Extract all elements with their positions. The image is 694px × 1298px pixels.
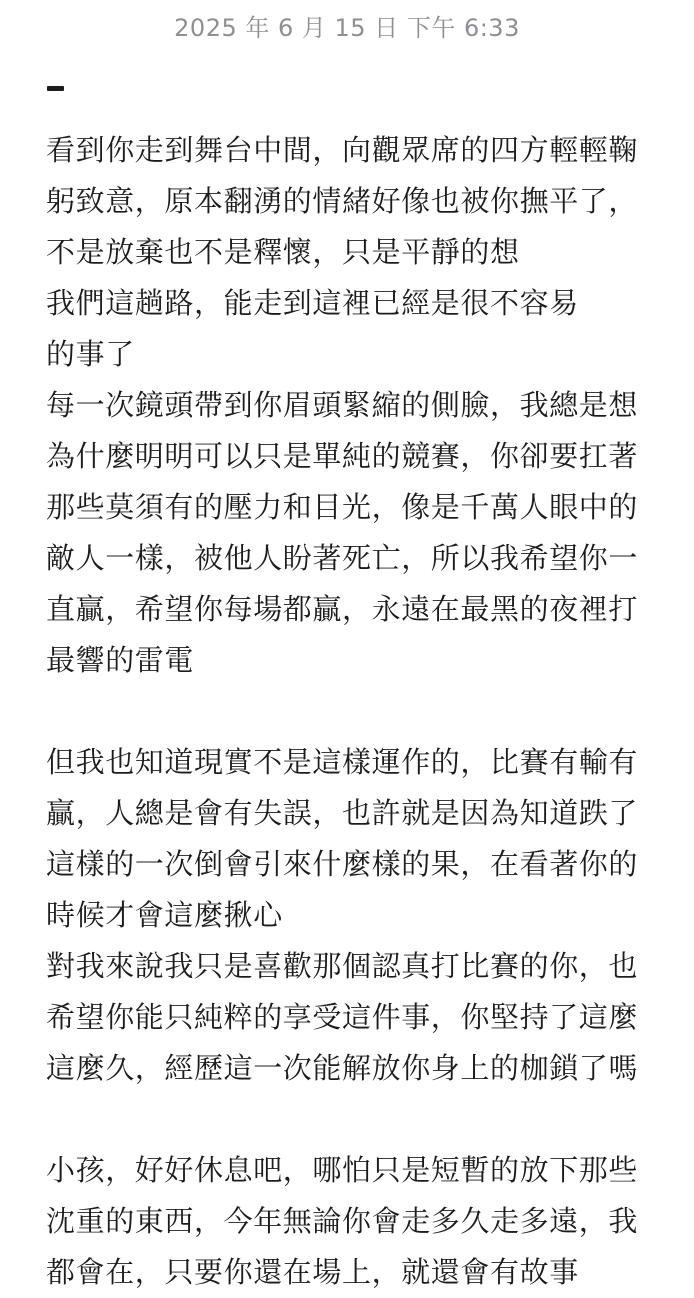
paragraph-gap	[46, 1094, 676, 1145]
note-line: 沈重的東西，今年無論你會走多久走多遠，我	[46, 1204, 639, 1238]
note-line: 敵人一樣，被他人盼著死亡，所以我希望你一	[46, 541, 639, 575]
note-line: 直贏，希望你每場都贏，永遠在最黑的夜裡打	[46, 592, 639, 626]
note-line: 這麼久，經歷這一次能解放你身上的枷鎖了嗎	[46, 1051, 639, 1085]
note-line: 躬致意，原本翻湧的情緒好像也被你撫平了，	[46, 184, 639, 218]
note-timestamp: 2025 年 6 月 15 日 下午 6:33	[174, 14, 520, 42]
note-line: 為什麼明明可以只是單純的競賽，你卻要扛著	[46, 439, 639, 473]
note-line: 但我也知道現實不是這樣運作的，比賽有輸有	[46, 745, 639, 779]
note-line: 時候才會這麼揪心	[46, 898, 283, 932]
note-line: 的事了	[46, 337, 135, 371]
note-line: 最響的雷電	[46, 643, 195, 677]
note-line: 那些莫須有的壓力和目光，像是千萬人眼中的	[46, 490, 639, 524]
note-line: 希望你能只純粹的享受這件事，你堅持了這麼	[46, 1000, 639, 1034]
note-line: 看到你走到舞台中間，向觀眾席的四方輕輕鞠	[46, 133, 639, 167]
note-line: 這樣的一次倒會引來什麼樣的果，在看著你的	[46, 847, 639, 881]
note-line: 對我來說我只是喜歡那個認真打比賽的你，也	[46, 949, 639, 983]
note-line: 贏，人總是會有失誤，也許就是因為知道跌了	[46, 796, 639, 830]
note-line: 小孩，好好休息吧，哪怕只是短暫的放下那些	[46, 1153, 639, 1187]
note-line: 不是放棄也不是釋懷，只是平靜的想	[46, 235, 520, 269]
note-line: 我們這趟路，能走到這裡已經是很不容易	[46, 286, 579, 320]
note-line: 都會在，只要你還在場上，就還會有故事	[46, 1255, 579, 1289]
note-body[interactable]	[46, 125, 676, 1298]
paragraph-gap	[46, 686, 676, 737]
note-line: 每一次鏡頭帶到你眉頭緊縮的側臉，我總是想	[46, 388, 639, 422]
note-title[interactable]	[47, 86, 64, 91]
